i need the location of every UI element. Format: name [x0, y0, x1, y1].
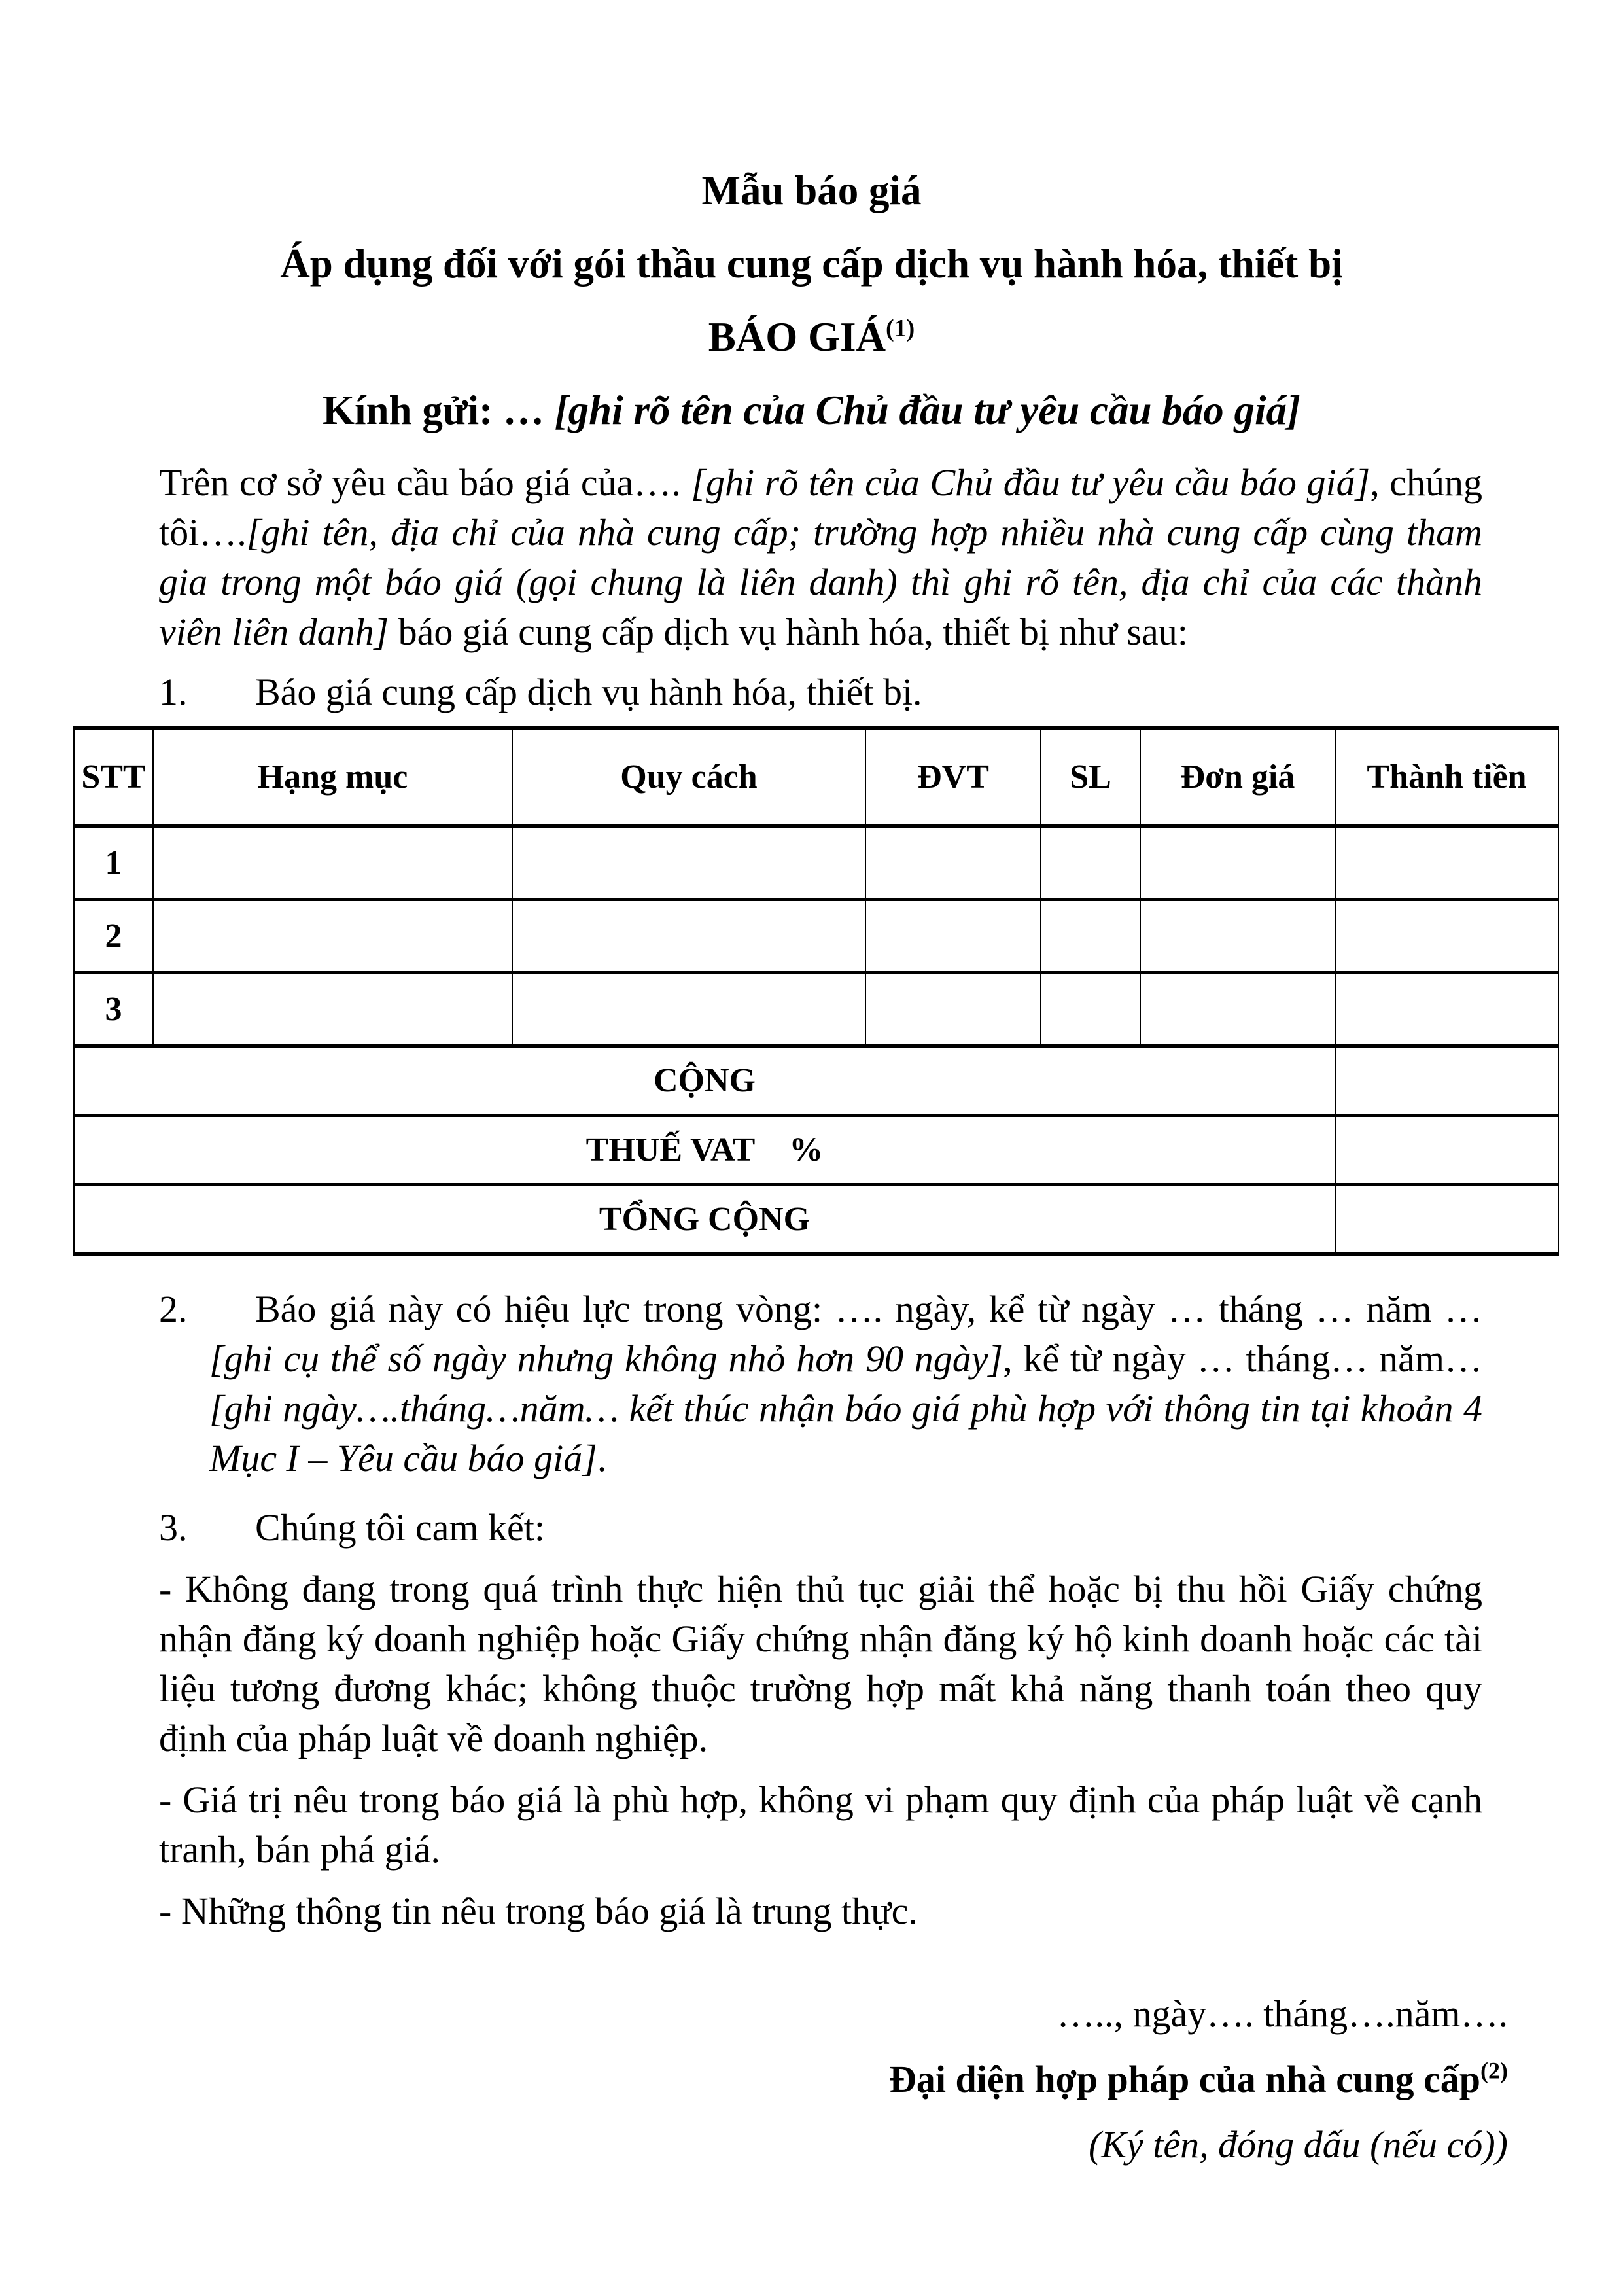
row-1-thanh-tien-cell — [1335, 826, 1558, 900]
section-1-heading — [159, 667, 1482, 717]
row-3-thanh-tien-cell — [1335, 973, 1558, 1046]
commitment-item-3: - Những thông tin nêu trong báo giá là trung thực. — [159, 1890, 918, 1932]
intro-text-2: , chúng tôi…. — [159, 461, 1482, 554]
section-1-number: 1. — [159, 671, 188, 713]
section-2-placeholder-1: [ghi cụ thể số ngày nhưng không nhỏ hơn 90 ngày] — [209, 1337, 1003, 1380]
section-2-text-2: , kể từ ngày … tháng… năm… — [1003, 1337, 1482, 1380]
section-3-text: Chúng tôi cam kết: — [255, 1506, 545, 1549]
quote-title-text: BÁO GIÁ — [708, 314, 886, 360]
signature-block — [0, 1988, 1508, 2170]
signature-date-line: ….., ngày…. tháng….năm…. — [1056, 1992, 1508, 2035]
row-3-stt: 3 — [74, 973, 153, 1046]
salutation-text: Kính gửi: … — [323, 387, 555, 433]
item-row-1 — [74, 826, 1558, 900]
intro-text-1: Trên cơ sở yêu cầu báo giá của…. — [159, 461, 691, 504]
row-1-hang-muc-cell — [153, 826, 512, 900]
row-2-dvt-cell — [865, 900, 1041, 973]
quotation-table-header — [74, 728, 1558, 826]
intro-placeholder-1: [ghi rõ tên của Chủ đầu tư yêu cầu báo giá] — [691, 461, 1370, 504]
header-row — [74, 728, 1558, 826]
grand-total-value-cell — [1335, 1185, 1558, 1254]
column-header-don-gia: Đơn giá — [1140, 728, 1335, 826]
row-2-stt: 2 — [74, 900, 153, 973]
salutation-placeholder: [ghi rõ tên của Chủ đầu tư yêu cầu báo giá] — [554, 387, 1300, 433]
commitment-item-2: - Giá trị nêu trong báo giá là phù hợp, không vi phạm quy định của pháp luật về cạnh tranh, bán phá giá. — [159, 1778, 1482, 1871]
item-row-2 — [74, 900, 1558, 973]
section-2-number: 2. — [159, 1288, 188, 1330]
signature-note: (Ký tên, đóng dấu (nếu có)) — [1088, 2123, 1508, 2166]
row-3-dvt-cell — [865, 973, 1041, 1046]
quotation-table — [73, 726, 1559, 1256]
document-body — [159, 458, 1482, 717]
intro-paragraph — [159, 458, 1482, 657]
section-3-heading — [159, 1503, 1482, 1553]
section-1-text: Báo giá cung cấp dịch vụ hành hóa, thiết bị. — [255, 671, 922, 713]
section-2-text-1: Báo giá này có hiệu lực trong vòng: …. ngày, kể từ ngày … tháng … năm … — [255, 1288, 1482, 1330]
vat-row — [74, 1116, 1558, 1185]
row-1-don-gia-cell — [1140, 826, 1335, 900]
row-2-quy-cach-cell — [512, 900, 865, 973]
row-3-hang-muc-cell — [153, 973, 512, 1046]
column-header-sl: SL — [1041, 728, 1140, 826]
quote-title — [0, 311, 1623, 362]
row-1-quy-cach-cell — [512, 826, 865, 900]
subtotal-value-cell — [1335, 1046, 1558, 1116]
form-subtitle: Áp dụng đối với gói thầu cung cấp dịch vụ hành hóa, thiết bị — [280, 241, 1343, 287]
row-2-sl-cell — [1041, 900, 1140, 973]
document-header — [0, 165, 1623, 436]
row-3-sl-cell — [1041, 973, 1140, 1046]
signature-signer-title — [0, 2054, 1508, 2105]
section-2-text-3: . — [597, 1437, 607, 1479]
column-header-thanh-tien: Thành tiền — [1335, 728, 1558, 826]
section-3-number: 3. — [159, 1506, 188, 1549]
column-header-stt: STT — [74, 728, 153, 826]
signer-title-superscript: (2) — [1480, 2057, 1508, 2084]
quote-title-superscript: (1) — [885, 315, 915, 342]
subtotal-row — [74, 1046, 1558, 1116]
intro-placeholder-2: [ghi tên, địa chỉ của nhà cung cấp; trường hợp nhiều nhà cung cấp cùng tham gia trong một báo giá (gọi chung là liên danh) thì ghi rõ tên, địa chỉ của các thành viên liên danh] — [159, 511, 1482, 653]
row-2-don-gia-cell — [1140, 900, 1335, 973]
grand-total-row — [74, 1185, 1558, 1254]
row-3-quy-cach-cell — [512, 973, 865, 1046]
document-body-lower — [159, 1284, 1482, 1936]
row-3-don-gia-cell — [1140, 973, 1335, 1046]
row-1-stt: 1 — [74, 826, 153, 900]
signer-title-text: Đại diện hợp pháp của nhà cung cấp — [888, 2058, 1481, 2100]
vat-label: THUẾ VAT % — [74, 1116, 1335, 1185]
row-1-dvt-cell — [865, 826, 1041, 900]
form-title: Mẫu báo giá — [701, 168, 922, 213]
intro-text-3: báo giá cung cấp dịch vụ hành hóa, thiết bị như sau: — [389, 610, 1188, 653]
column-header-hang-muc: Hạng mục — [153, 728, 512, 826]
section-2-paragraph — [159, 1284, 1482, 1483]
vat-value-cell — [1335, 1116, 1558, 1185]
salutation-line — [0, 385, 1623, 436]
subtotal-label: CỘNG — [74, 1046, 1335, 1116]
section-2-placeholder-2: [ghi ngày….tháng…năm… kết thúc nhận báo giá phù hợp với thông tin tại khoản 4 Mục I – Yêu cầu báo giá] — [209, 1387, 1482, 1479]
column-header-dvt: ĐVT — [865, 728, 1041, 826]
commitment-item-1: - Không đang trong quá trình thực hiện thủ tục giải thể hoặc bị thu hồi Giấy chứng nhận đăng ký doanh nghiệp hoặc Giấy chứng nhận đăng ký hộ kinh doanh hoặc các tài liệu tương đương khác; không thuộc trường hợp mất khả năng thanh toán theo quy định của pháp luật về doanh nghiệp. — [159, 1568, 1482, 1759]
row-1-sl-cell — [1041, 826, 1140, 900]
column-header-quy-cach: Quy cách — [512, 728, 865, 826]
row-2-hang-muc-cell — [153, 900, 512, 973]
grand-total-label: TỔNG CỘNG — [74, 1185, 1335, 1254]
item-row-3 — [74, 973, 1558, 1046]
row-2-thanh-tien-cell — [1335, 900, 1558, 973]
